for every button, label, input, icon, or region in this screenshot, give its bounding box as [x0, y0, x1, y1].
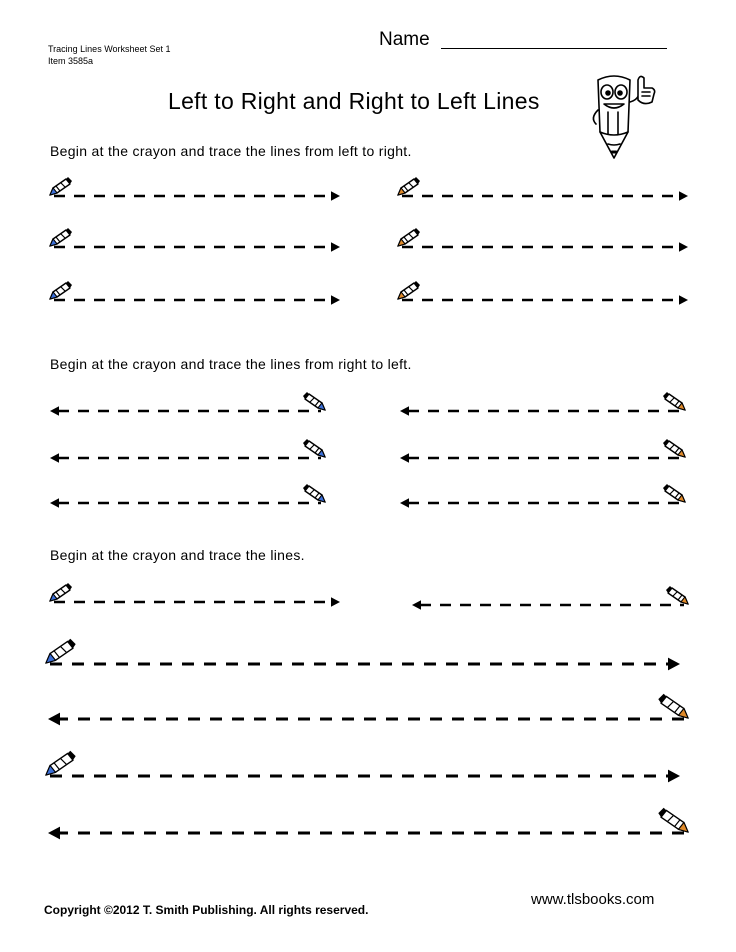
instruction-mixed: Begin at the crayon and trace the lines. [50, 547, 305, 563]
item-number: Item 3585a [48, 56, 94, 66]
trace-line-right-to-left [50, 392, 325, 416]
trace-line-right-to-left [50, 484, 325, 508]
worksheet-set-title: Tracing Lines Worksheet Set 1 [48, 44, 171, 54]
arrow-head-icon [50, 453, 59, 463]
arrow-head-icon [331, 295, 340, 305]
arrow-head-icon [400, 498, 409, 508]
crayon-icon [663, 392, 685, 410]
copyright-text: Copyright ©2012 T. Smith Publishing. All rights reserved. [44, 903, 369, 917]
crayon-icon [303, 439, 325, 457]
instruction-left-to-right: Begin at the crayon and trace the lines from left to right. [50, 143, 412, 159]
arrow-head-icon [48, 827, 60, 840]
crayon-icon [658, 808, 688, 832]
arrow-head-icon [331, 597, 340, 607]
arrow-head-icon [48, 713, 60, 726]
crayon-icon [50, 177, 72, 195]
crayon-icon [50, 228, 72, 246]
trace-line-left-to-right [50, 281, 340, 305]
arrow-head-icon [400, 453, 409, 463]
name-label: Name [379, 29, 430, 50]
trace-line-right-to-left [412, 586, 688, 610]
arrow-head-icon [668, 770, 680, 783]
trace-line-right-to-left [50, 439, 325, 463]
crayon-icon [666, 586, 688, 604]
crayon-icon [658, 694, 688, 718]
trace-line-left-to-right [46, 751, 680, 783]
trace-line-right-to-left [400, 439, 685, 463]
trace-line-left-to-right [46, 639, 680, 671]
trace-line-left-to-right [50, 583, 340, 607]
trace-line-right-to-left [400, 484, 685, 508]
crayon-icon [50, 583, 72, 601]
crayon-icon [398, 177, 420, 195]
trace-line-left-to-right [50, 177, 340, 201]
arrow-head-icon [679, 242, 688, 252]
crayon-icon [303, 392, 325, 410]
arrow-head-icon [679, 191, 688, 201]
trace-line-right-to-left [48, 694, 688, 726]
arrow-head-icon [50, 498, 59, 508]
crayon-icon [663, 439, 685, 457]
arrow-head-icon [331, 191, 340, 201]
arrow-head-icon [331, 242, 340, 252]
arrow-head-icon [679, 295, 688, 305]
website-link[interactable]: www.tlsbooks.com [531, 891, 655, 908]
crayon-icon [50, 281, 72, 299]
crayon-icon [663, 484, 685, 502]
crayon-icon [398, 228, 420, 246]
instruction-right-to-left: Begin at the crayon and trace the lines from right to left. [50, 356, 412, 372]
trace-line-left-to-right [398, 228, 688, 252]
crayon-icon [46, 639, 76, 663]
crayon-icon [46, 751, 76, 775]
arrow-head-icon [50, 406, 59, 416]
arrow-head-icon [412, 600, 421, 610]
trace-line-right-to-left [400, 392, 685, 416]
trace-line-left-to-right [398, 177, 688, 201]
trace-line-left-to-right [398, 281, 688, 305]
crayon-icon [398, 281, 420, 299]
trace-line-right-to-left [48, 808, 688, 840]
page-title: Left to Right and Right to Left Lines [168, 88, 540, 114]
arrow-head-icon [668, 658, 680, 671]
trace-line-left-to-right [50, 228, 340, 252]
crayon-icon [303, 484, 325, 502]
arrow-head-icon [400, 406, 409, 416]
